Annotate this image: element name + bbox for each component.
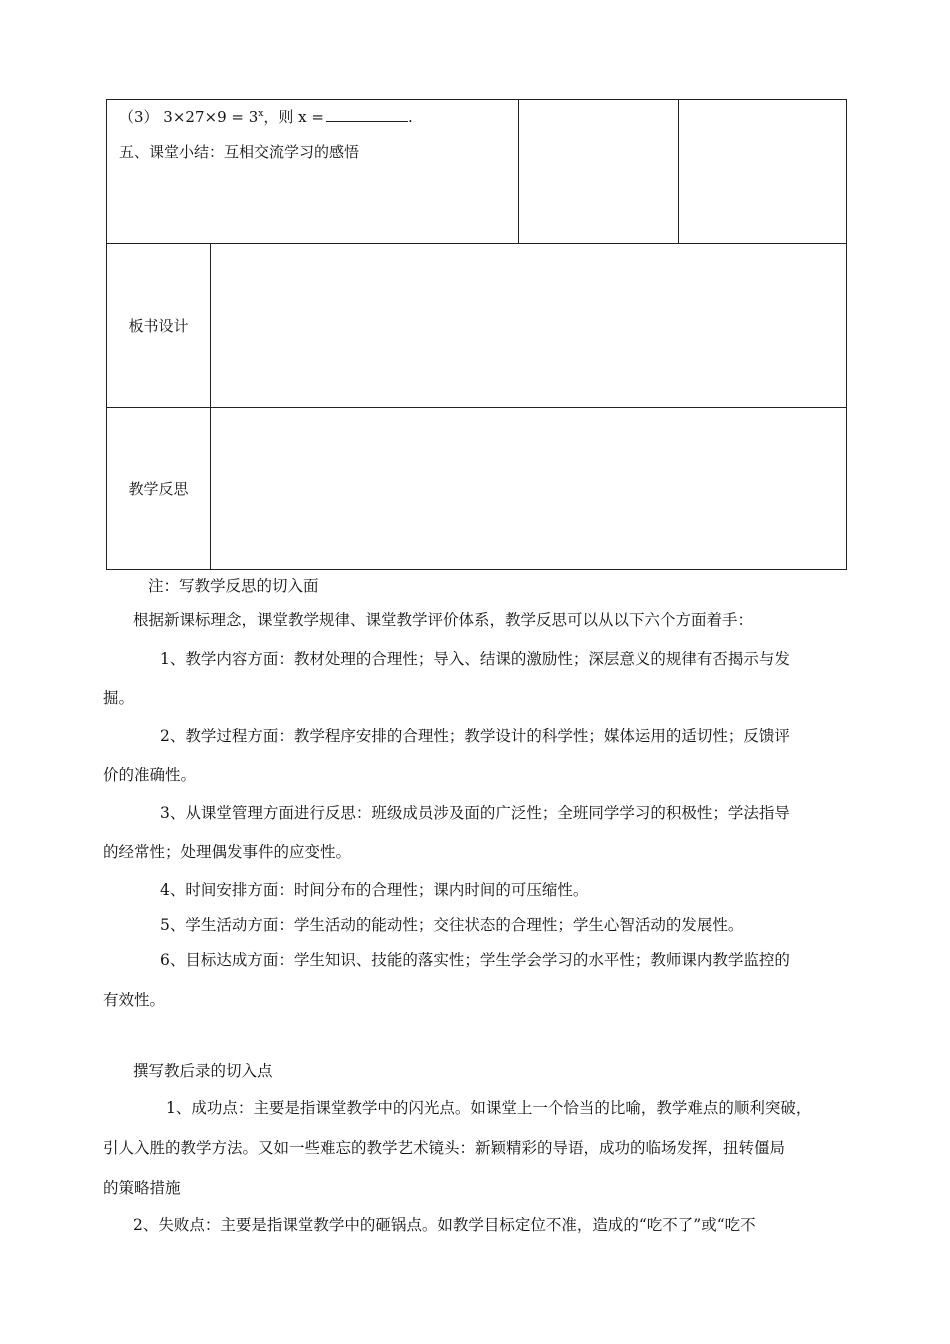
- failure-point-line-1: 2、失败点：主要是指课堂教学中的砸锅点。如教学目标定位不准，造成的“吃不了”或“吃不: [133, 1216, 756, 1234]
- point-2-line-2: 价的准确性。: [103, 766, 197, 784]
- teaching-reflection-label: 教学反思: [107, 408, 211, 569]
- teaching-reflection-row: [107, 408, 846, 569]
- point-6-line-2: 有效性。: [103, 991, 166, 1009]
- lesson-table: [106, 99, 847, 570]
- column-divider: [518, 100, 519, 243]
- success-point-line-2: 引人入胜的教学方法。又如一些难忘的教学艺术镜头：新颖精彩的导语，成功的临场发挥，扭转僵局: [103, 1139, 786, 1157]
- note-title: 注：写教学反思的切入面: [148, 577, 319, 595]
- point-1-line-2: 掘。: [103, 689, 135, 707]
- intro-paragraph: 根据新课标理念，课堂教学规律、课堂教学评价体系，教学反思可以从以下六个方面着手：: [133, 611, 754, 629]
- success-point-line-1: 1、成功点：主要是指课堂教学中的闪光点。如课堂上一个恰当的比喻，教学难点的顺利突破，: [166, 1099, 812, 1117]
- class-summary: 五、课堂小结：互相交流学习的感悟: [119, 143, 360, 161]
- section-title-2: 撰写教后录的切入点: [133, 1062, 273, 1080]
- point-4: 4、时间安排方面：时间分布的合理性；课内时间的可压缩性。: [160, 881, 589, 899]
- board-design-row: [107, 243, 846, 408]
- point-1-line-1: 1、教学内容方面：教材处理的合理性；导入、结课的激励性；深层意义的规律有否揭示与发: [160, 650, 790, 668]
- point-2-line-1: 2、教学过程方面：教学程序安排的合理性；教学设计的科学性；媒体运用的适切性；反馈评: [160, 727, 790, 745]
- column-divider: [678, 100, 679, 243]
- point-5: 5、学生活动方面：学生活动的能动性；交往状态的合理性；学生心智活动的发展性。: [160, 916, 744, 934]
- point-3-line-1: 3、从课堂管理方面进行反思：班级成员涉及面的广泛性；全班同学学习的积极性；学法指导: [160, 804, 790, 822]
- success-point-line-3: 的策略措施: [103, 1179, 181, 1197]
- answer-blank: [326, 107, 408, 122]
- point-6-line-1: 6、目标达成方面：学生知识、技能的落实性；学生学会学习的水平性；教师课内教学监控的: [160, 951, 790, 969]
- exercise-row: [107, 100, 846, 244]
- board-design-label: 板书设计: [107, 243, 211, 407]
- exercise-3: （3） $3\times 27\times 9 = 3^x$，则 x = .: [119, 108, 413, 126]
- point-3-line-2: 的经常性；处理偶发事件的应变性。: [103, 843, 352, 861]
